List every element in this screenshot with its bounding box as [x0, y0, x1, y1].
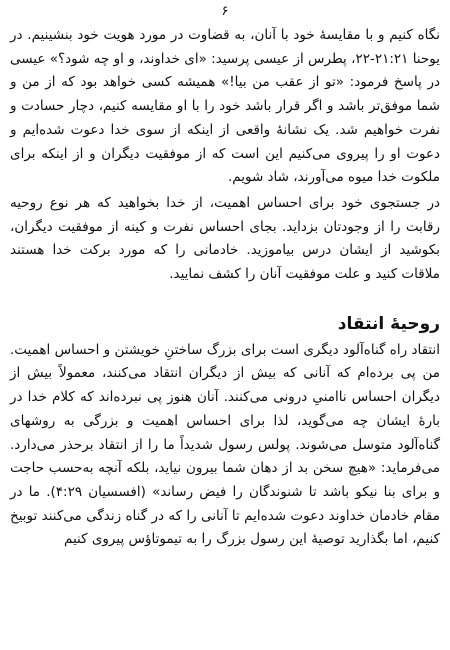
paragraph-criticism: انتقاد راه گناه‌آلود دیگری است برای بزرگ ساختنِ خویشتن و احساس اهمیت. من پی برده‌ام که آنانی که بیش از دیگران انتقاد می‌کنند، معمولاً بیش از دیگران احساس ناامنیِ درونی می‌کنند. آنان هنوز پی نبرده‌اند که کلام خدا در بارهٔ ایشان چه می‌گوید، لذا برای احساس اهمیت و بزرگی به روشهای گناه‌آلود متوسل می‌شوند. پولس رسول شدیداً ما را از انتقاد برحذر می‌دارد. می‌فرماید: «هیچ سخن بد از دهان شما بیرون نیاید، بلکه آنچه به‌حسب حاجت و برای بنا نیکو باشد تا شنوندگان را فیض رساند» (افسسیان ۴:۲۹). ما در مقام خادمان خداوند دعوت شده‌ایم تا آنانی را که در گناه زندگی می‌کنند توبیخ کنیم، اما بگذارید توصیهٔ این رسول بزرگ را به تیموتاؤس پیروی کنیم — [10, 341, 440, 548]
paragraph-competition: در جستجوی خود برای احساس اهمیت، از خدا بخواهید که هر نوع روحیه رقابت را از وجودتان بزدايد. بجای احساس نفرت و کینه از موفقیت دیگران، بکوشید از ایشان درس بیاموزید. خادمانی را که مورد برکت خدا هستند ملاقات کنید و علت موفقیت آنان را کشف نمایید. — [10, 194, 440, 283]
page-number: ۶ — [221, 4, 229, 19]
section-heading-criticism: روحیهٔ انتقاد — [337, 313, 440, 334]
paragraph-comparison: نگاه کنیم و با مقایسهٔ خود با آنان، به قضاوت در مورد هویت خود بنشینیم. در یوحنا ۲۱:۲۱-۲۲، پطرس از عیسی پرسید: «ای خداوند، و او چه شود؟» عیسی در پاسخ فرمود: «تو از عقب من بیا!» همیشه کسی خواهد بود که از من و شما موفق‌تر باشد و اگر قرار باشد خود را با او مقایسه کنیم، دچار حسادت و نفرت خواهیم شد. یک نشانهٔ واقعی از اینکه از سوی خدا دعوت شده‌ایم و دعوت او را پیروی می‌کنیم این است که از موفقیت دیگران و از اینکه برای ملکوت خدا میوه می‌آورند، شاد شویم. — [10, 27, 440, 186]
